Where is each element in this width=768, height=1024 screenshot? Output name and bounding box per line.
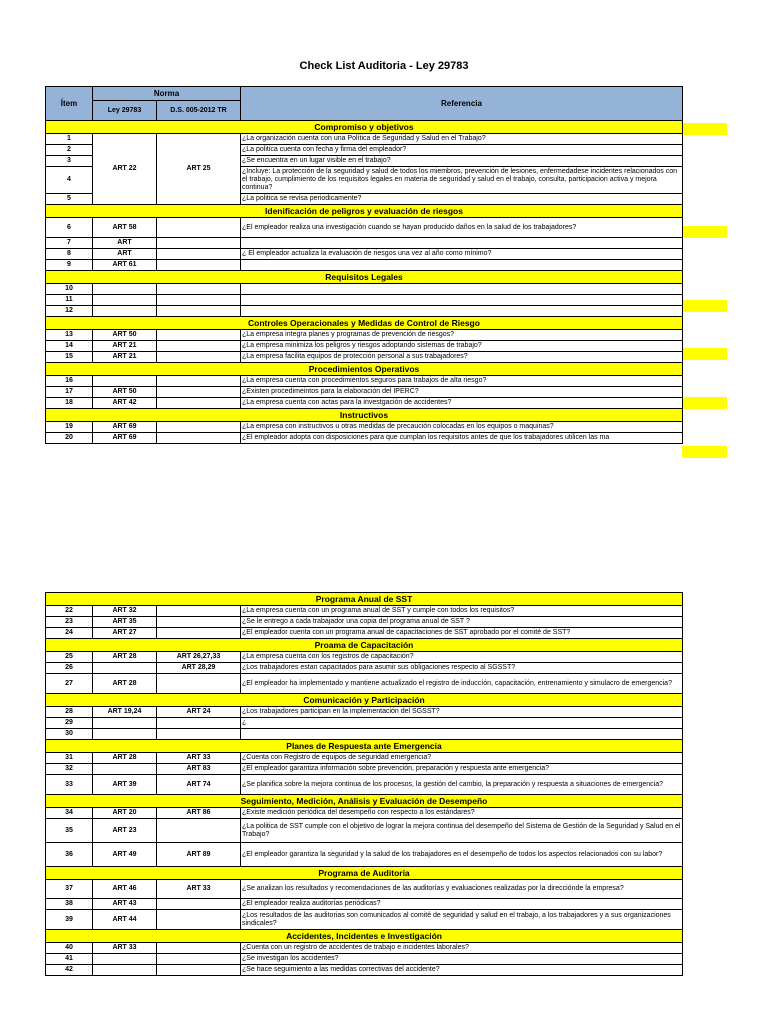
table-row bbox=[46, 249, 683, 260]
table-row bbox=[46, 910, 683, 930]
ley-article: ART 28 bbox=[93, 674, 157, 694]
reference-text: ¿Los trabajadores participan en la implementación del SGSST? bbox=[241, 707, 683, 718]
section-row bbox=[46, 593, 683, 606]
reference-text: ¿El empleador adopta con disposiciones para que cumplan los requisitos antes de que los trabajadores utilicen las ma bbox=[241, 433, 683, 444]
ley-article: ART 44 bbox=[93, 910, 157, 930]
ds-article bbox=[157, 387, 241, 398]
ley-article: ART 21 bbox=[93, 341, 157, 352]
table-row bbox=[46, 606, 683, 617]
ds-article bbox=[157, 965, 241, 976]
ds-article bbox=[157, 422, 241, 433]
ley-article: ART 50 bbox=[93, 330, 157, 341]
section-row bbox=[46, 740, 683, 753]
reference-text: ¿La empresa cuenta con un programa anual de SST y cumple con todos los requisitos? bbox=[241, 606, 683, 617]
ds-article bbox=[157, 729, 241, 740]
section-row bbox=[46, 795, 683, 808]
table-row bbox=[46, 764, 683, 775]
reference-text: ¿El empleador garantiza información sobre prevención, preparación y respuesta ante emergencia? bbox=[241, 764, 683, 775]
reference-text: ¿Los resultados de las auditorias son comunicados al comité de seguridad y salud en el trabajo, a los trabajadores y a sus organizaciones sindicales? bbox=[241, 910, 683, 930]
ley-article: ART 20 bbox=[93, 808, 157, 819]
section-title: Requisitos Legales bbox=[46, 271, 683, 284]
ds-article bbox=[157, 819, 241, 843]
reference-text: ¿La empresa con instructivos u otras medidas de precaución colocadas en los equipos o maquinas? bbox=[241, 422, 683, 433]
ds-article: ART 28,29 bbox=[157, 663, 241, 674]
table-row bbox=[46, 398, 683, 409]
reference-text bbox=[241, 260, 683, 271]
reference-text: ¿Se planifica sobre la mejora continua de los procesos, la gestión del cambio, la preparación y respuesta a situaciones de emergencia? bbox=[241, 775, 683, 795]
reference-text bbox=[241, 284, 683, 295]
reference-text: ¿El empleador ha implementado y mantiene actualizado el registro de induccíón, capacitación, entrenamiento y simulacro de emergencia? bbox=[241, 674, 683, 694]
item-number: 32 bbox=[46, 764, 93, 775]
item-number: 6 bbox=[46, 218, 93, 238]
reference-text: ¿Se investigan los accidentes? bbox=[241, 954, 683, 965]
item-number: 9 bbox=[46, 260, 93, 271]
ley-article bbox=[93, 954, 157, 965]
reference-text: ¿Se analizan los resultados y recomendaciones de las auditorías y evaluaciones realizadas por la direccióndе la empresa? bbox=[241, 880, 683, 899]
item-number: 34 bbox=[46, 808, 93, 819]
ds-article: ART 89 bbox=[157, 843, 241, 867]
item-number: 39 bbox=[46, 910, 93, 930]
table-row bbox=[46, 674, 683, 694]
header-ds: D.S. 005-2012 TR bbox=[157, 101, 241, 121]
ds-article bbox=[157, 433, 241, 444]
table-row bbox=[46, 808, 683, 819]
reference-text bbox=[241, 238, 683, 249]
reference-text bbox=[241, 295, 683, 306]
reference-text: ¿Se encuentra en un lugar visible en el trabajo? bbox=[241, 156, 683, 167]
table-row bbox=[46, 965, 683, 976]
table-row bbox=[46, 387, 683, 398]
reference-text: ¿Existen procedimeintos para la elaboración del IPERC? bbox=[241, 387, 683, 398]
table-row bbox=[46, 376, 683, 387]
table-row bbox=[46, 218, 683, 238]
section-row bbox=[46, 867, 683, 880]
item-number: 35 bbox=[46, 819, 93, 843]
ds-article: ART 86 bbox=[157, 808, 241, 819]
item-number: 10 bbox=[46, 284, 93, 295]
reference-text: ¿La politica de SST cumple con el objetivo de lograr la mejora continua del desempeño del Sistema de Gestión de la Seguridad y Salud en el Trabajo? bbox=[241, 819, 683, 843]
reference-text: ¿Existe medición periódica del desempeño con respecto a los estándares? bbox=[241, 808, 683, 819]
item-number: 7 bbox=[46, 238, 93, 249]
ds-article: ART 25 bbox=[157, 134, 241, 205]
reference-text: ¿La empresa facilita equipos de protección personal a sus trabajadores? bbox=[241, 352, 683, 363]
table-row bbox=[46, 352, 683, 363]
ley-article bbox=[93, 306, 157, 317]
ds-article bbox=[157, 352, 241, 363]
ley-article: ART 43 bbox=[93, 899, 157, 910]
ley-article: ART 69 bbox=[93, 433, 157, 444]
reference-text: ¿ bbox=[241, 718, 683, 729]
section-row bbox=[46, 409, 683, 422]
reference-text: ¿La politica cuenta con fecha y firma del empleador? bbox=[241, 145, 683, 156]
table-row bbox=[46, 943, 683, 954]
ds-article: ART 26,27,33 bbox=[157, 652, 241, 663]
ley-article bbox=[93, 663, 157, 674]
item-number: 2 bbox=[46, 145, 93, 156]
item-number: 22 bbox=[46, 606, 93, 617]
ds-article bbox=[157, 249, 241, 260]
reference-text: ¿Se hace seguimiento a las medidas correctivas del accidente? bbox=[241, 965, 683, 976]
reference-text: ¿La empresa cuenta con los registros de capacitación? bbox=[241, 652, 683, 663]
ds-article: ART 33 bbox=[157, 880, 241, 899]
table-row bbox=[46, 284, 683, 295]
section-row bbox=[46, 363, 683, 376]
ds-article: ART 33 bbox=[157, 753, 241, 764]
table-row bbox=[46, 422, 683, 433]
ley-article: ART bbox=[93, 238, 157, 249]
ley-article bbox=[93, 729, 157, 740]
table-row bbox=[46, 718, 683, 729]
section-title: Programa Anual de SST bbox=[46, 593, 683, 606]
ley-article bbox=[93, 295, 157, 306]
ley-article: ART 33 bbox=[93, 943, 157, 954]
reference-text: ¿La empresa cuenta con procedimientos seguros para trabajos de alta riesgo? bbox=[241, 376, 683, 387]
reference-text: ¿La politica se revisa periodicamente? bbox=[241, 194, 683, 205]
table-row bbox=[46, 330, 683, 341]
section-row bbox=[46, 121, 683, 134]
section-title: Idenificación de peligros y evaluación de riesgos bbox=[46, 205, 683, 218]
reference-text: ¿El empleador garantiza la seguridad y la salud de los trabajadores en el desempeño de todos los aspectos relacionados con su labor? bbox=[241, 843, 683, 867]
item-number: 15 bbox=[46, 352, 93, 363]
ley-article: ART 46 bbox=[93, 880, 157, 899]
reference-text bbox=[241, 729, 683, 740]
ley-article: ART 19,24 bbox=[93, 707, 157, 718]
item-number: 5 bbox=[46, 194, 93, 205]
ds-article bbox=[157, 674, 241, 694]
item-number: 20 bbox=[46, 433, 93, 444]
ley-article: ART 28 bbox=[93, 652, 157, 663]
ds-article bbox=[157, 218, 241, 238]
ds-article bbox=[157, 628, 241, 639]
reference-text: ¿Cuenta con un registro de accidentes de trabajo e incidentes laborales? bbox=[241, 943, 683, 954]
item-number: 38 bbox=[46, 899, 93, 910]
ds-article bbox=[157, 295, 241, 306]
section-title: Programa de Auditoría bbox=[46, 867, 683, 880]
table-row bbox=[46, 652, 683, 663]
ley-article: ART 58 bbox=[93, 218, 157, 238]
ds-article bbox=[157, 606, 241, 617]
item-number: 11 bbox=[46, 295, 93, 306]
section-title: Proama de Capacitación bbox=[46, 639, 683, 652]
table-row bbox=[46, 819, 683, 843]
table-row bbox=[46, 306, 683, 317]
reference-text: ¿Incluye: La protección de la seguridad y salud de todos los miembros, prevención de lesiones, enfermedadese incidentes relacionados con el trabajo, cumplimiento de los requisitos legales en materia de seguridad y salud en el trabajo, consulta, participacion activa y mejora continua? bbox=[241, 167, 683, 194]
ds-article bbox=[157, 718, 241, 729]
item-number: 29 bbox=[46, 718, 93, 729]
table-row bbox=[46, 628, 683, 639]
reference-text: ¿La organización cuenta con una Política de Seguridad y Salud en el Trabajo? bbox=[241, 134, 683, 145]
ds-article: ART 24 bbox=[157, 707, 241, 718]
item-number: 37 bbox=[46, 880, 93, 899]
reference-text: ¿Cuenta con Registro de equipos de seguridad emergencia? bbox=[241, 753, 683, 764]
reference-text: ¿La empresa cuenta con actas para la investgación de accidentes? bbox=[241, 398, 683, 409]
section-fill bbox=[682, 226, 727, 238]
table-row bbox=[46, 954, 683, 965]
ds-article bbox=[157, 899, 241, 910]
ds-article bbox=[157, 341, 241, 352]
section-fill bbox=[682, 446, 727, 458]
section-title: Instructivos bbox=[46, 409, 683, 422]
table-row bbox=[46, 238, 683, 249]
item-number: 16 bbox=[46, 376, 93, 387]
ley-article: ART 61 bbox=[93, 260, 157, 271]
reference-text: ¿El empleador cuenta con un programa anual de capacitaciones de SST aprobado por el comité de SST? bbox=[241, 628, 683, 639]
section-title: Controles Operacionales y Medidas de Control de Riesgo bbox=[46, 317, 683, 330]
table-row bbox=[46, 775, 683, 795]
checklist-table-1 bbox=[45, 86, 683, 444]
item-number: 31 bbox=[46, 753, 93, 764]
item-number: 24 bbox=[46, 628, 93, 639]
section-title: Procedimientos Operativos bbox=[46, 363, 683, 376]
ds-article bbox=[157, 284, 241, 295]
ds-article bbox=[157, 910, 241, 930]
ds-article: ART 83 bbox=[157, 764, 241, 775]
item-number: 30 bbox=[46, 729, 93, 740]
section-title: Compromiso y objetivos bbox=[46, 121, 683, 134]
ley-article bbox=[93, 376, 157, 387]
reference-text: ¿La empresa integra planes y programas de prevención de riesgos? bbox=[241, 330, 683, 341]
item-number: 42 bbox=[46, 965, 93, 976]
section-title: Seguimiento, Medición, Análisis y Evaluación de Desempeño bbox=[46, 795, 683, 808]
item-number: 25 bbox=[46, 652, 93, 663]
ds-article bbox=[157, 376, 241, 387]
reference-text bbox=[241, 306, 683, 317]
table-row bbox=[46, 753, 683, 764]
ley-article: ART 22 bbox=[93, 134, 157, 205]
section-title: Planes de Respuesta ante Emergencia bbox=[46, 740, 683, 753]
ds-article bbox=[157, 260, 241, 271]
reference-text: ¿El empleador realiza auditorías periódicas? bbox=[241, 899, 683, 910]
header-referencia: Referencia bbox=[241, 87, 683, 121]
section-fill bbox=[682, 300, 727, 312]
ley-article: ART 39 bbox=[93, 775, 157, 795]
ley-article: ART 32 bbox=[93, 606, 157, 617]
section-row bbox=[46, 694, 683, 707]
item-number: 12 bbox=[46, 306, 93, 317]
page-title: Check List Auditoria - Ley 29783 bbox=[299, 60, 469, 72]
reference-text: ¿El empleador realiza una investigaciòn cuando se hayan producido daños en la salud de los trabajadores? bbox=[241, 218, 683, 238]
ley-article: ART 23 bbox=[93, 819, 157, 843]
ley-article: ART 69 bbox=[93, 422, 157, 433]
item-number: 26 bbox=[46, 663, 93, 674]
table-row bbox=[46, 617, 683, 628]
ds-article bbox=[157, 306, 241, 317]
item-number: 40 bbox=[46, 943, 93, 954]
item-number: 14 bbox=[46, 341, 93, 352]
ds-article bbox=[157, 238, 241, 249]
table-row bbox=[46, 880, 683, 899]
ley-article: ART 27 bbox=[93, 628, 157, 639]
table-row bbox=[46, 729, 683, 740]
ley-article bbox=[93, 764, 157, 775]
ley-article bbox=[93, 284, 157, 295]
item-number: 33 bbox=[46, 775, 93, 795]
header-ley: Ley 29783 bbox=[93, 101, 157, 121]
table-row bbox=[46, 843, 683, 867]
section-title: Accidentes, Incidentes e Investigación bbox=[46, 930, 683, 943]
reference-text: ¿La empresa minimiza los peligros y riesgos adoptando sistemas de trabajo? bbox=[241, 341, 683, 352]
item-number: 19 bbox=[46, 422, 93, 433]
ds-article bbox=[157, 617, 241, 628]
table-row bbox=[46, 341, 683, 352]
header-item: Ítem bbox=[46, 87, 93, 121]
section-title: Comunicación y Participación bbox=[46, 694, 683, 707]
section-fill bbox=[682, 348, 727, 360]
ley-article bbox=[93, 718, 157, 729]
ley-article: ART 21 bbox=[93, 352, 157, 363]
ley-article: ART 28 bbox=[93, 753, 157, 764]
table-row bbox=[46, 260, 683, 271]
item-number: 1 bbox=[46, 134, 93, 145]
ley-article: ART 49 bbox=[93, 843, 157, 867]
section-row bbox=[46, 639, 683, 652]
ds-article bbox=[157, 954, 241, 965]
header-norma: Norma bbox=[93, 87, 241, 101]
ds-article bbox=[157, 943, 241, 954]
item-number: 8 bbox=[46, 249, 93, 260]
ds-article: ART 74 bbox=[157, 775, 241, 795]
item-number: 18 bbox=[46, 398, 93, 409]
table-row bbox=[46, 707, 683, 718]
checklist-table-2 bbox=[45, 592, 683, 976]
section-fill bbox=[682, 123, 727, 135]
item-number: 17 bbox=[46, 387, 93, 398]
ley-article: ART 42 bbox=[93, 398, 157, 409]
ds-article bbox=[157, 330, 241, 341]
section-row bbox=[46, 271, 683, 284]
item-number: 3 bbox=[46, 156, 93, 167]
section-row bbox=[46, 317, 683, 330]
table-row bbox=[46, 134, 683, 145]
reference-text: ¿ El empleador actualiza la evaluación de riesgos una vez al año como mínimo? bbox=[241, 249, 683, 260]
item-number: 36 bbox=[46, 843, 93, 867]
table-row bbox=[46, 663, 683, 674]
ley-article bbox=[93, 965, 157, 976]
section-fill bbox=[682, 397, 727, 409]
table-row bbox=[46, 433, 683, 444]
item-number: 23 bbox=[46, 617, 93, 628]
item-number: 27 bbox=[46, 674, 93, 694]
table-row bbox=[46, 295, 683, 306]
section-row bbox=[46, 205, 683, 218]
reference-text: ¿Los trabajadores estan capacitados para asumir sus obligaciones respecto al SGSST? bbox=[241, 663, 683, 674]
ds-article bbox=[157, 398, 241, 409]
item-number: 41 bbox=[46, 954, 93, 965]
section-row bbox=[46, 930, 683, 943]
ley-article: ART 35 bbox=[93, 617, 157, 628]
item-number: 13 bbox=[46, 330, 93, 341]
table-row bbox=[46, 899, 683, 910]
reference-text: ¿Se le entrego a cada trabajador una copia del programa anual de SST ? bbox=[241, 617, 683, 628]
ley-article: ART bbox=[93, 249, 157, 260]
item-number: 4 bbox=[46, 167, 93, 194]
ley-article: ART 50 bbox=[93, 387, 157, 398]
item-number: 28 bbox=[46, 707, 93, 718]
